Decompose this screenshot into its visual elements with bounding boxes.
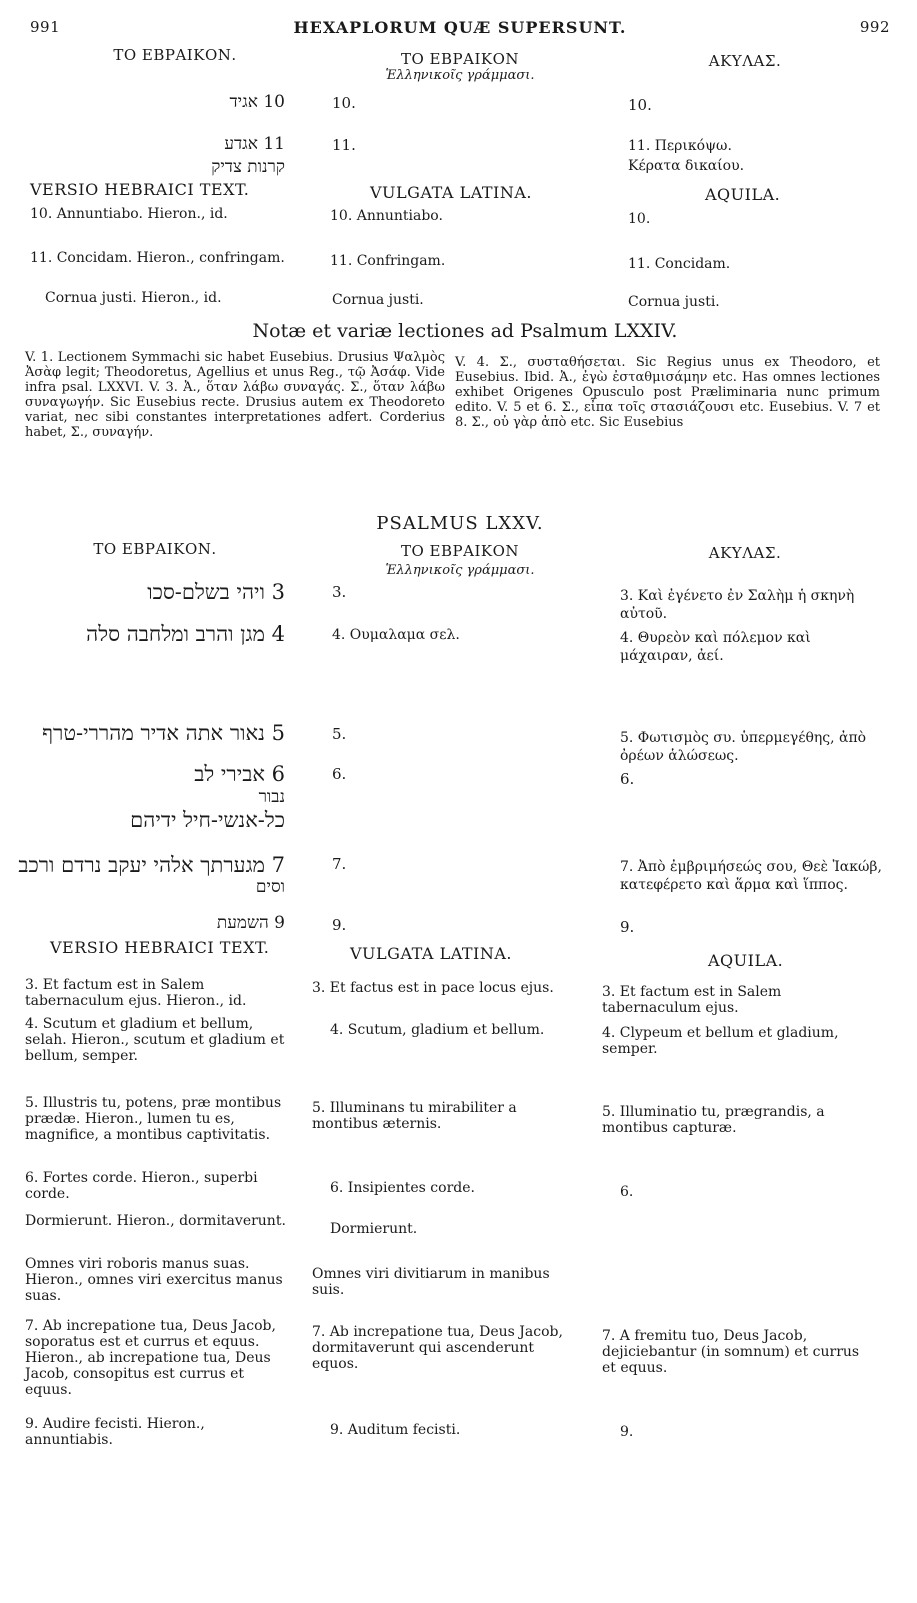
- aquila-greek-v3: 3. Καὶ ἐγένετο ἐν Σαλὴμ ἡ σκηνὴ αὐτοῦ.: [620, 588, 855, 622]
- col-head-aquila-75: ΑΚΥΛΑΣ.: [708, 544, 782, 562]
- vulgata-v11: 11. Confringam.: [330, 253, 446, 269]
- latin-head-vulgata-75: VULGATA LATINA.: [350, 944, 512, 963]
- latin-head-aquila: AQUILA.: [705, 185, 781, 204]
- aquila-greek-v10: 10.: [628, 96, 652, 114]
- versio-v6b: Dormierunt. Hieron., dormitaverunt.: [25, 1213, 286, 1229]
- aquila-greek-v7: 7. Ἀπὸ ἐμβριμήσεώς σου, Θεὲ Ἰακώβ, κατεφέρετο καὶ ἅρμα καὶ ἵππος.: [620, 859, 882, 893]
- notae-title: Notæ et variæ lectiones ad Psalmum LXXIV.: [252, 320, 678, 342]
- col-head-hebrew-greek-sub-75: Ἑλληνικοῖς γράμμασι.: [385, 563, 535, 578]
- translit-v5: 5.: [332, 725, 347, 743]
- vulgata-v3: 3. Et factus est in pace locus ejus.: [312, 980, 554, 996]
- col-head-hebrew-75: ΤΟ ΕΒΡΑΙΚΟΝ.: [93, 540, 217, 558]
- running-head: HEXAPLORUM QUÆ SUPERSUNT.: [293, 18, 627, 37]
- aquila-latin-v4: 4. Clypeum et bellum et gladium, semper.: [602, 1025, 839, 1057]
- col-head-aquila: ΑΚΥΛΑΣ.: [708, 52, 782, 70]
- versio-v11: 11. Concidam. Hieron., confringam.: [30, 250, 285, 266]
- aquila-greek-v11: 11. Περικόψω.: [628, 138, 732, 154]
- latin-head-vulgata: VULGATA LATINA.: [370, 183, 532, 202]
- aquila-latin-v10: 10.: [628, 211, 651, 227]
- hebrew-v6b: נבור: [258, 787, 285, 807]
- vulgata-v10: 10. Annuntiabo.: [330, 208, 443, 224]
- hebrew-v6: 6 אבירי לב: [194, 762, 285, 786]
- versio-v10: 10. Annuntiabo. Hieron., id.: [30, 206, 228, 222]
- aquila-greek-v11b: Κέρατα δικαίου.: [628, 158, 745, 174]
- psalm-title: PSALMUS LXXV.: [376, 513, 544, 534]
- hebrew-v4: 4 מגן והרב ומלחבה סלה: [86, 622, 285, 646]
- latin-head-aquila-75: AQUILA.: [708, 951, 784, 970]
- versio-v7: 7. Ab increpatione tua, Deus Jacob, soporatus est et currus et equus. Hieron., ab increpatione tua, Deus Jacob, consopitus est currus et equus.: [25, 1318, 276, 1398]
- translit-v10: 10.: [332, 94, 356, 112]
- aquila-latin-v6: 6.: [620, 1184, 634, 1200]
- page-number-left: 991: [30, 18, 61, 36]
- hebrew-v5: 5 נאור אתה אדיר מהררי-טרף: [42, 721, 285, 745]
- versio-v4: 4. Scutum et gladium et bellum, selah. Hieron., scutum et gladium et bellum, semper.: [25, 1016, 285, 1064]
- latin-head-versio-75: VERSIO HEBRAICI TEXT.: [50, 938, 270, 957]
- vulgata-v9: 9. Auditum fecisti.: [330, 1422, 461, 1438]
- vulgata-v6b: Dormierunt.: [330, 1221, 418, 1237]
- aquila-greek-v6: 6.: [620, 770, 635, 788]
- hebrew-v10: 10 אגיד: [229, 92, 285, 112]
- hebrew-v3: 3 ויהי בשלם-סכו: [147, 580, 285, 604]
- vulgata-v6c: Omnes viri divitiarum in manibus suis.: [312, 1266, 550, 1298]
- versio-v3: 3. Et factum est in Salem tabernaculum ejus. Hieron., id.: [25, 977, 247, 1009]
- translit-v11: 11.: [332, 136, 356, 154]
- col-head-hebrew-greek: ΤΟ ΕΒΡΑΙΚΟΝ: [400, 50, 520, 68]
- translit-v6: 6.: [332, 765, 347, 783]
- vulgata-v7: 7. Ab increpatione tua, Deus Jacob, dormitaverunt qui ascenderunt equos.: [312, 1324, 563, 1372]
- notae-left: V. 1. Lectionem Symmachi sic habet Eusebius. Drusius Ψαλμὸς Ἀσὰφ legit; Theodoretus, Agellius et unus Reg., τῷ Ἀσάφ. Vide infra psal. LXXVI. V. 3. Ἀ., ὅταν λάβω συναγάς. Σ., ὅταν λάβω συναγωγήν. Sic Eusebius recte. Drusius autem ex Theodoreto variat, nec sibi constantes interpretationes adfert. Corderius habet, Σ., συναγήν.: [25, 350, 445, 440]
- vulgata-v6: 6. Insipientes corde.: [330, 1180, 475, 1196]
- aquila-latin-v9: 9.: [620, 1424, 634, 1440]
- versio-v6c: Omnes viri roboris manus suas. Hieron., omnes viri exercitus manus suas.: [25, 1256, 283, 1304]
- translit-v4: 4. Ουμαλαμα σελ.: [332, 627, 460, 643]
- vulgata-v5: 5. Illuminans tu mirabiliter a montibus æternis.: [312, 1100, 517, 1132]
- versio-v9: 9. Audire fecisti. Hieron., annuntiabis.: [25, 1416, 205, 1448]
- aquila-greek-v4: 4. Θυρεὸν καὶ πόλεμον καὶ μάχαιραν, ἀεί.: [620, 630, 811, 664]
- aquila-latin-v11: 11. Concidam.: [628, 256, 731, 272]
- hebrew-v6c: כל-אנשי-חיל ידיהם: [130, 808, 285, 832]
- page-number-right: 992: [859, 18, 890, 36]
- col-head-hebrew-greek-75: ΤΟ ΕΒΡΑΙΚΟΝ: [400, 542, 520, 560]
- aquila-latin-v11b: Cornua justi.: [628, 294, 720, 310]
- notae-right: V. 4. Σ., συσταθήσεται. Sic Regius unus ex Theodoro, et Eusebius. Ibid. Ἀ., ἐγὼ ἐσταθμισάμην etc. Has omnes lectiones exhibet Origenes Opusculo post Præliminaria nunc primum edito. V. 5 et 6. Σ., εἶπα τοῖς στασιάζουσι etc. Eusebius. V. 7 et 8. Σ., οὐ γὰρ ἀπὸ etc. Sic Eusebius: [455, 355, 880, 430]
- hebrew-v9: 9 השמעת: [216, 913, 285, 933]
- aquila-latin-v3: 3. Et factum est in Salem tabernaculum ejus.: [602, 984, 782, 1016]
- aquila-greek-v5: 5. Φωτισμὸς συ. ὑπερμεγέθης, ἀπὸ ὀρέων ἁλώσεως.: [620, 730, 867, 764]
- versio-v5: 5. Illustris tu, potens, præ montibus prædæ. Hieron., lumen tu es, magnifice, a montibus captivitatis.: [25, 1095, 282, 1143]
- aquila-latin-v7: 7. A fremitu tuo, Deus Jacob, dejiciebantur (in somnum) et currus et equus.: [602, 1328, 860, 1376]
- aquila-latin-v5: 5. Illuminatio tu, prægrandis, a montibus capturæ.: [602, 1104, 825, 1136]
- versio-v6: 6. Fortes corde. Hieron., superbi corde.: [25, 1170, 258, 1202]
- latin-head-versio: VERSIO HEBRAICI TEXT.: [30, 180, 250, 199]
- translit-v3: 3.: [332, 583, 347, 601]
- vulgata-v11b: Cornua justi.: [332, 292, 424, 308]
- col-head-hebrew: ΤΟ ΕΒΡΑΙΚΟΝ.: [113, 46, 237, 64]
- translit-v9: 9.: [332, 916, 347, 934]
- hebrew-v11b: קרנות צדיק: [211, 157, 285, 177]
- aquila-greek-v9: 9.: [620, 918, 635, 936]
- hebrew-v11: 11 אגדע: [224, 134, 285, 154]
- translit-v7: 7.: [332, 855, 347, 873]
- vulgata-v4: 4. Scutum, gladium et bellum.: [330, 1022, 545, 1038]
- col-head-hebrew-greek-sub: Ἑλληνικοῖς γράμμασι.: [385, 68, 535, 83]
- hebrew-v7: 7 מגערתך אלהי יעקב נרדם ורכב: [18, 853, 285, 877]
- hebrew-v7b: וסים: [255, 877, 285, 897]
- versio-v11b: Cornua justi. Hieron., id.: [45, 290, 222, 306]
